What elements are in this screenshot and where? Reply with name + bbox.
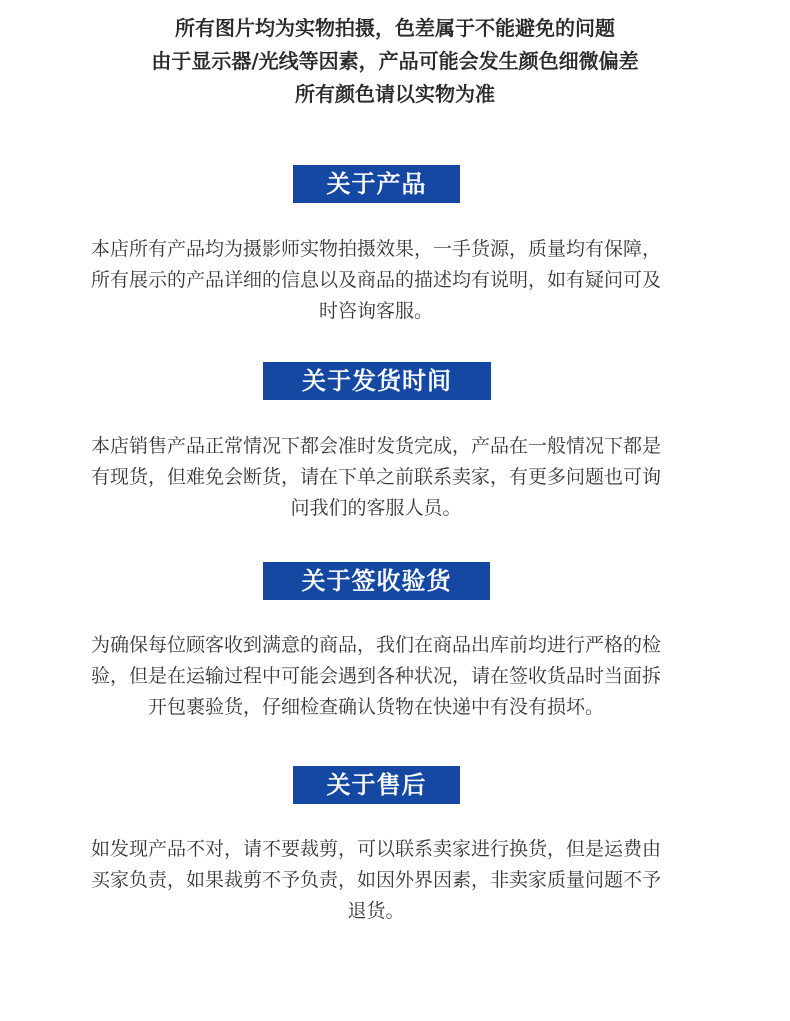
paragraph-line: 开包裹验货，仔细检查确认货物在快递中有没有损坏。 (147, 696, 604, 718)
paragraph-line: 本店销售产品正常情况下都会准时发货完成，产品在一般情况下都是 (90, 435, 661, 457)
paragraph-line: 退货。 (347, 900, 405, 922)
paragraph-line: 验，但是在运输过程中可能会遇到各种状况，请在签收货品时当面拆 (90, 665, 661, 687)
notice-line: 由于显示器/光线等因素，产品可能会发生颜色细微偏差 (151, 49, 639, 73)
paragraph-line: 有现货，但难免会断货，请在下单之前联系卖家，有更多问题也可询 (90, 466, 661, 488)
section-heading-product: 关于产品 (293, 165, 460, 203)
paragraph-line: 所有展示的产品详细的信息以及商品的描述均有说明，如有疑问可及 (90, 269, 661, 291)
notice-line: 所有图片均为实物拍摄，色差属于不能避免的问题 (175, 16, 615, 40)
notice-block (0, 12, 790, 111)
paragraph-line: 本店所有产品均为摄影师实物拍摄效果，一手货源，质量均有保障， (90, 238, 661, 260)
section-text-inspection (60, 630, 692, 723)
paragraph-line: 为确保每位顾客收到满意的商品，我们在商品出库前均进行严格的检 (90, 634, 661, 656)
paragraph-line: 如发现产品不对，请不要裁剪，可以联系卖家进行换货，但是运费由 (90, 838, 661, 860)
paragraph-line: 问我们的客服人员。 (290, 497, 462, 519)
section-heading-aftersales: 关于售后 (293, 766, 460, 804)
section-heading-inspection: 关于签收验货 (263, 562, 490, 600)
section-heading-shipping: 关于发货时间 (263, 362, 491, 400)
notice-line: 所有颜色请以实物为准 (295, 82, 495, 106)
paragraph-line: 买家负责，如果裁剪不予负责，如因外界因素，非卖家质量问题不予 (90, 869, 661, 891)
paragraph-line: 时咨询客服。 (318, 300, 433, 322)
section-text-aftersales (60, 834, 692, 927)
section-text-product (60, 234, 692, 327)
section-text-shipping (60, 431, 692, 524)
